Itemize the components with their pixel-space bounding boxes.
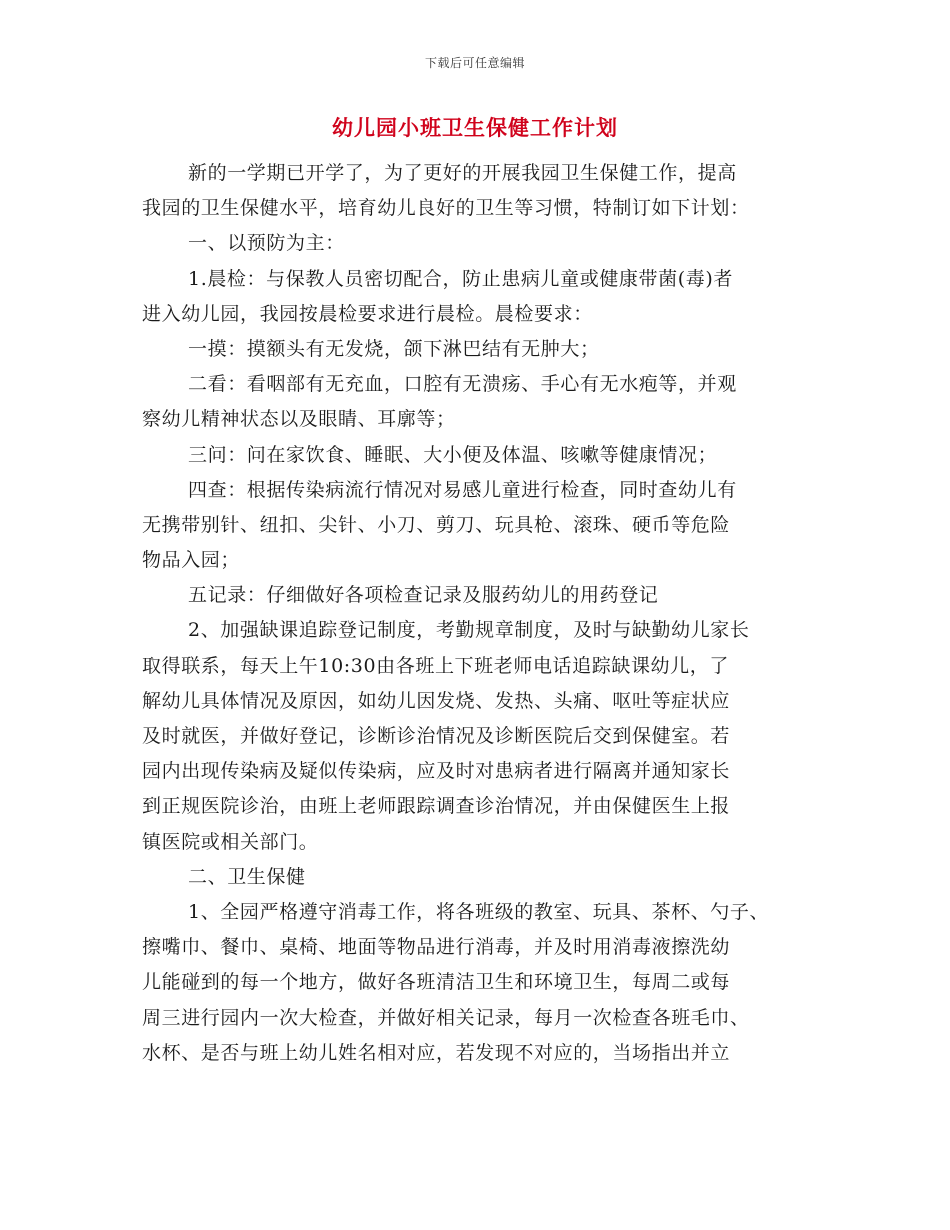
document-title: 幼儿园小班卫生保健工作计划 bbox=[332, 115, 618, 140]
text-line: 我园的卫生保健水平，培育幼儿良好的卫生等习惯，特制订如下计划： bbox=[142, 197, 750, 220]
text-line: 1.晨检：与保教人员密切配合，防止患病儿童或健康带菌(毒)者 bbox=[188, 267, 733, 290]
text-line: 擦嘴巾、餐巾、桌椅、地面等物品进行消毒，并及时用消毒液擦洗幼 bbox=[142, 936, 731, 959]
text-line: 二、卫生保健 bbox=[188, 865, 306, 888]
text-line: 二看：看咽部有无充血，口腔有无溃疡、手心有无水疱等，并观 bbox=[188, 373, 737, 396]
text-line: 园内出现传染病及疑似传染病，应及时对患病者进行隔离并通知家长 bbox=[142, 760, 731, 783]
text-line: 新的一学期已开学了，为了更好的开展我园卫生保健工作，提高 bbox=[188, 162, 737, 184]
text-line: 察幼儿精神状态以及眼睛、耳廓等； bbox=[142, 408, 456, 431]
text-line: 一摸：摸额头有无发烧，颌下淋巴结有无肿大； bbox=[188, 337, 600, 360]
text-line: 三问：问在家饮食、睡眠、大小便及体温、咳嗽等健康情况； bbox=[188, 443, 718, 466]
text-line: 无携带别针、纽扣、尖针、小刀、剪刀、玩具枪、滚珠、硬币等危险 bbox=[142, 513, 731, 536]
text-line: 镇医院或相关部门。 bbox=[142, 830, 319, 853]
text-line: 物品入园； bbox=[142, 549, 241, 572]
text-line: 进入幼儿园，我园按晨检要求进行晨检。晨检要求： bbox=[142, 302, 593, 325]
text-line: 到正规医院诊治，由班上老师跟踪调查诊治情况，并由保健医生上报 bbox=[142, 795, 731, 818]
header-note: 下载后可任意编辑 bbox=[424, 56, 525, 70]
text-line: 2、加强缺课追踪登记制度，考勤规章制度，及时与缺勤幼儿家长 bbox=[188, 619, 750, 642]
text-line: 及时就医，并做好登记，诊断诊治情况及诊断医院后交到保健室。若 bbox=[142, 725, 731, 747]
text-line: 四查：根据传染病流行情况对易感儿童进行检查，同时查幼儿有 bbox=[188, 478, 737, 501]
document-body bbox=[142, 156, 822, 1071]
text-line: 水杯、是否与班上幼儿姓名相对应，若发现不对应的，当场指出并立 bbox=[142, 1041, 731, 1064]
text-line: 1、全园严格遵守消毒工作，将各班级的教室、玩具、茶杯、勺子、 bbox=[188, 900, 770, 923]
text-line: 五记录：仔细做好各项检查记录及服药幼儿的用药登记 bbox=[188, 584, 659, 607]
text-line: 一、以预防为主： bbox=[188, 232, 345, 255]
text-line: 解幼儿具体情况及原因，如幼儿因发烧、发热、头痛、呕吐等症状应 bbox=[142, 689, 731, 712]
text-line: 取得联系，每天上午10:30由各班上下班老师电话追踪缺课幼儿，了 bbox=[142, 654, 729, 677]
text-line: 周三进行园内一次大检查，并做好相关记录，每月一次检查各班毛巾、 bbox=[142, 1006, 750, 1029]
text-line: 儿能碰到的每一个地方，做好各班清洁卫生和环境卫生，每周二或每 bbox=[142, 971, 731, 994]
